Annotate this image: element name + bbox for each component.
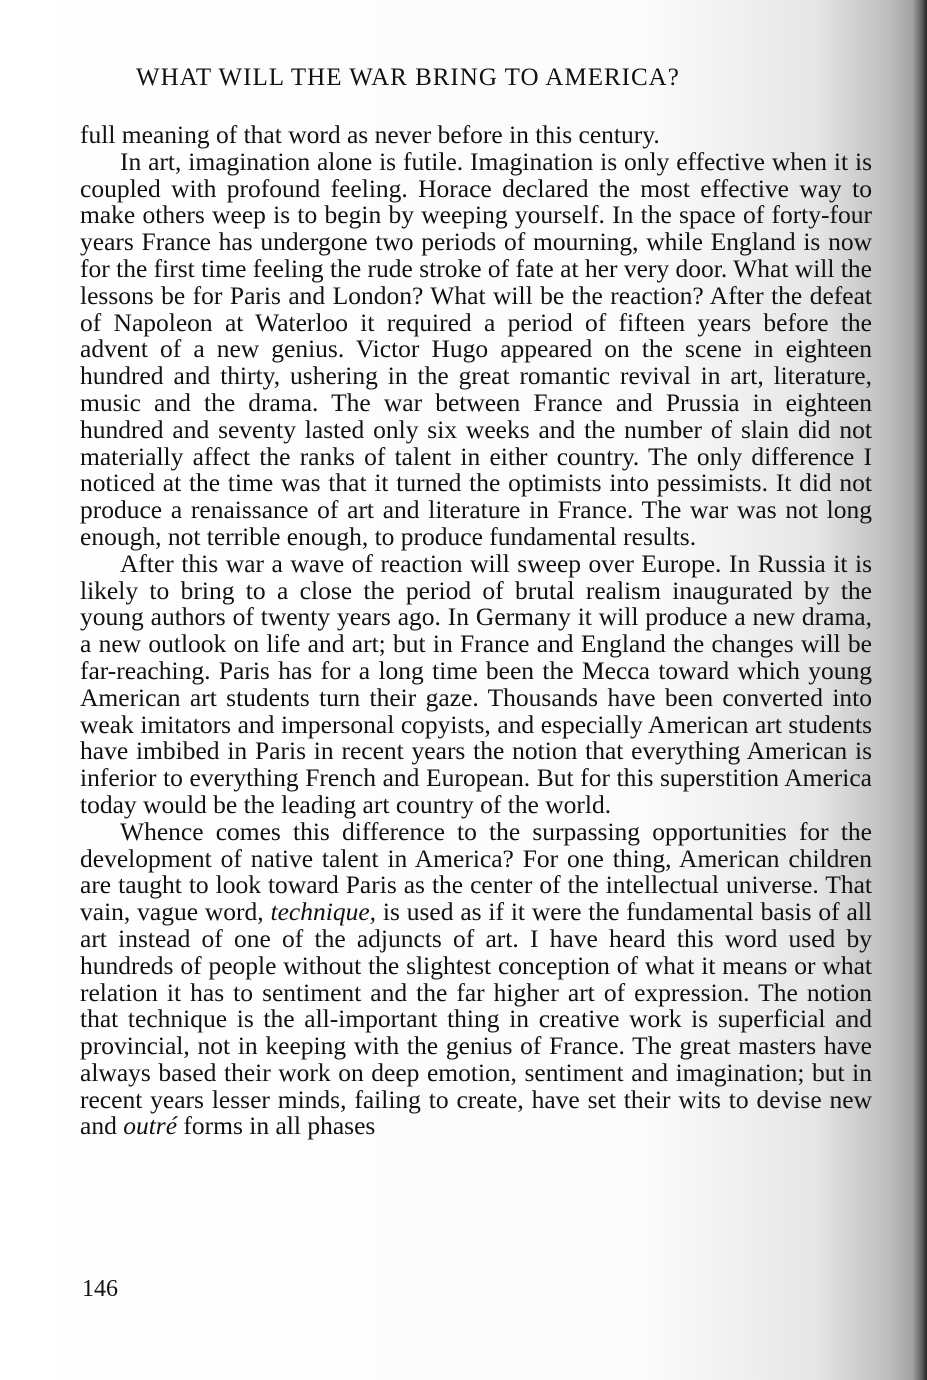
body-text	[80, 122, 872, 1140]
paragraph-4-part-1: Whence comes this difference to the surpassing opportunities for the development of native talent in America? For one thing, American children are taught to look toward Paris as the center of the intellectual universe. That vain, vague word,	[80, 816, 872, 927]
paragraph-4	[80, 816, 872, 1141]
paragraph-1: full meaning of that word as never before in this century.	[80, 120, 660, 149]
italic-technique: technique,	[270, 897, 377, 927]
page-number: 146	[82, 1276, 118, 1302]
paragraph-4-part-3: forms in all phases	[177, 1111, 376, 1141]
page-edge-shadow	[913, 0, 927, 1380]
italic-outre: outré	[123, 1111, 178, 1141]
paragraph-2: In art, imagination alone is futile. Imagination is only effective when it is coupled with profound feeling. Horace declared the most effective way to make others weep is to begin by weeping yourself. In the space of forty-four years France has undergone two periods of mourning, while England is now for the first time feeling the rude stroke of fate at her very door. What will the lessons be for Paris and London? What will be the reaction? After the defeat of Napoleon at Waterloo it required a period of fifteen years before the advent of a new genius. Victor Hugo appeared on the scene in eighteen hundred and thirty, ushering in the great romantic revival in art, literature, music and the drama. The war between France and Prussia in eighteen hundred and seventy lasted only six weeks and the number of slain did not materially affect the ranks of talent in either country. The only difference I noticed at the time was that it turned the optimists into pessimists. It did not produce a renaissance of art and literature in France. The war was not long enough, not terrible enough, to produce fundamental results.	[80, 146, 872, 551]
paragraph-4-part-2: is used as if it were the fundamental basis of all art instead of one of the adjuncts of art. I have heard this word used by hundreds of people without the slightest conception of what it means or what relation it has to sentiment and the far higher art of expression. The notion that technique is the all-important thing in creative work is superficial and provincial, not in keeping with the genius of France. The great masters have always based their work on deep emotion, sentiment and imagination; but in recent years lesser minds, failing to create, have set their wits to devise new and	[80, 897, 872, 1141]
running-title: WHAT WILL THE WAR BRING TO AMERICA?	[136, 64, 680, 91]
paragraph-3: After this war a wave of reaction will sweep over Europe. In Russia it is likely to bring to a close the period of brutal realism inaugurated by the young authors of twenty years ago. In Germany it will produce a new drama, a new outlook on life and art; but in France and England the changes will be far-reaching. Paris has for a long time been the Mecca toward which young American art students turn their gaze. Thousands have been converted into weak imitators and impersonal copyists, and especially American art students have imbibed in Paris in recent years the notion that everything American is inferior to everything French and European. But for this superstition America today would be the leading art country of the world.	[80, 548, 872, 819]
